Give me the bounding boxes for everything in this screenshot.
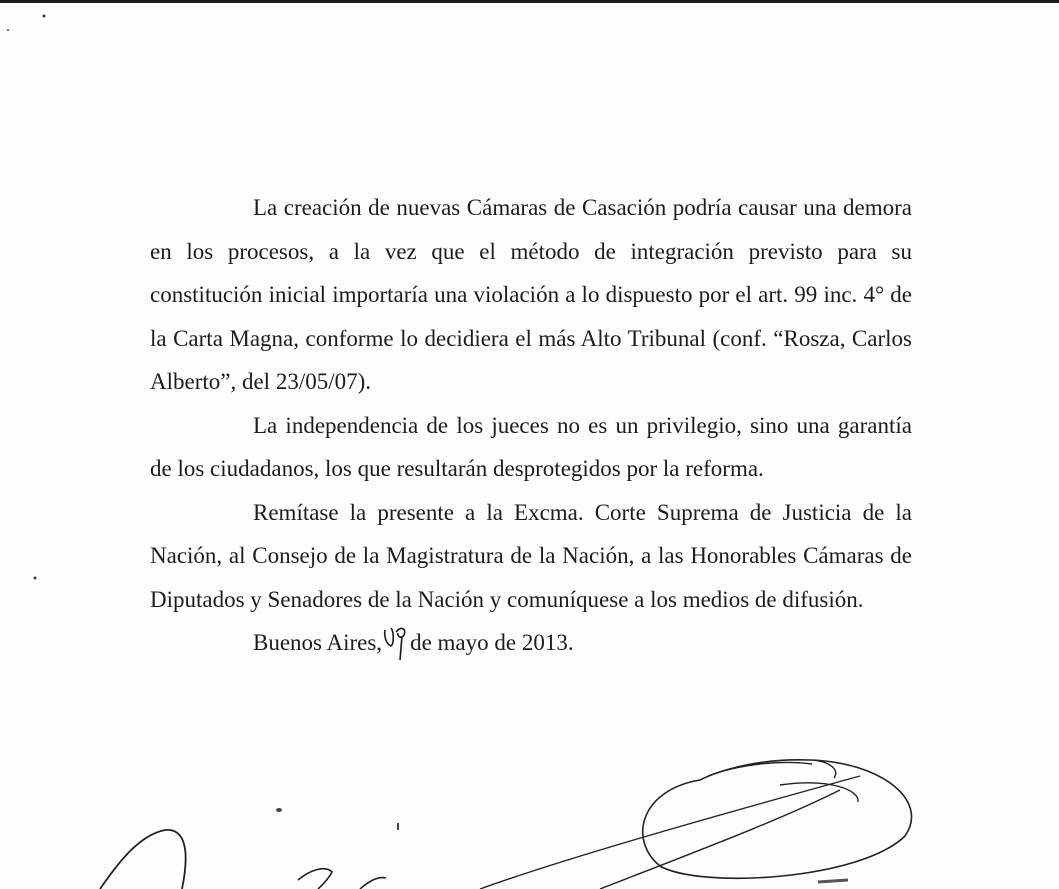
paragraph-text: La independencia de los jueces no es un privilegio, sino una garantía de los ciudadanos, los que resultarán desprotegidos por la reforma. — [150, 412, 912, 481]
paragraph-remitase — [150, 491, 912, 622]
paragraph-text: La creación de nuevas Cámaras de Casación podría causar una demora en los procesos, a la vez que el método de integración previsto para su constitución inicial importaría una violación a lo dispuesto por el art. 99 inc. 4° de la Carta Magna, conforme lo decidiera el más Alto Tribunal (conf. “Rosza, Carlos Alberto”, del 23/05/07). — [150, 195, 912, 394]
paragraph-casacion — [150, 186, 912, 404]
page-top-edge — [0, 0, 1059, 3]
paragraph-independencia — [150, 404, 912, 491]
closing-place: Buenos Aires, — [253, 630, 383, 655]
closing-date-line — [150, 621, 912, 665]
paragraph-text: Remítase la presente a la Excma. Corte Suprema de Justicia de la Nación, al Consejo de la Magistratura de la Nación, a las Honorables Cámaras de Diputados y Senadores de la Nación y comuníquese a los medios de difusión. — [150, 499, 912, 612]
handwritten-day-mark — [382, 622, 410, 662]
document-body — [150, 186, 912, 665]
closing-date: de mayo de 2013. — [410, 630, 574, 655]
